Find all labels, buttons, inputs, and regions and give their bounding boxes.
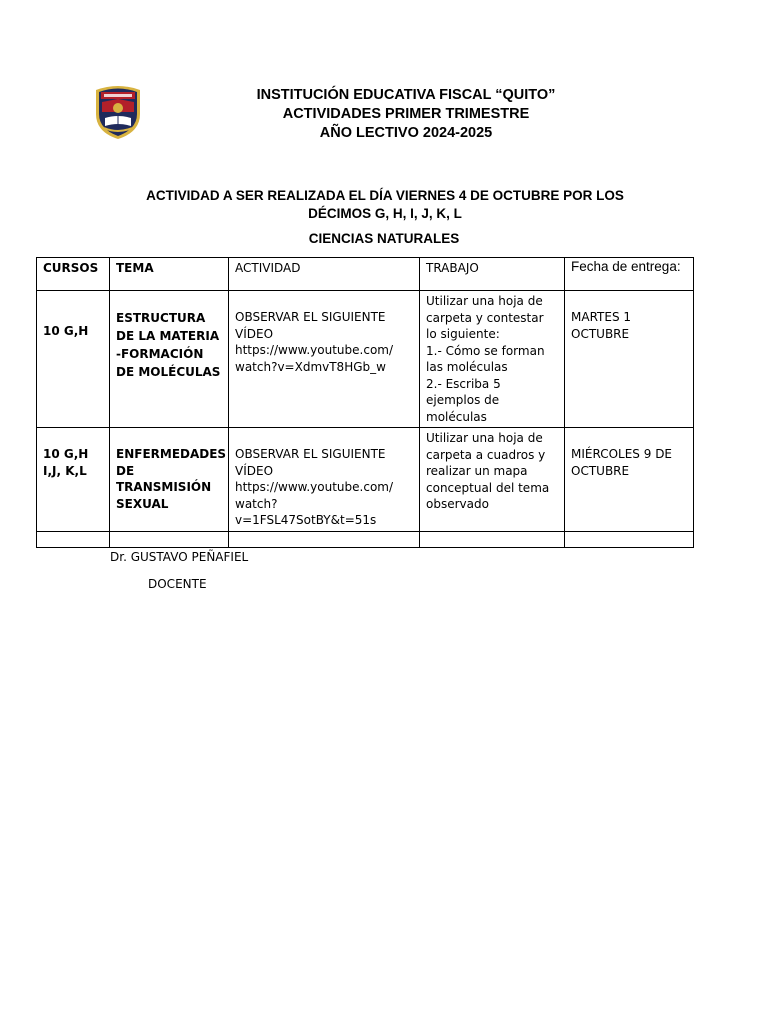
activity-description	[120, 187, 650, 223]
row2-tema: ENFERMEDADES DE TRANSMISIÓN SEXUAL	[110, 428, 229, 532]
activity-description-line2: DÉCIMOS G, H, I, J, K, L	[308, 206, 462, 221]
empty-cell	[229, 531, 420, 547]
table-empty-row	[37, 531, 694, 547]
row1-actividad-line1: OBSERVAR EL SIGUIENTE VÍDEO	[235, 310, 386, 341]
table-row	[37, 428, 694, 532]
subject-title: CIENCIAS NATURALES	[308, 231, 460, 246]
document-header	[150, 86, 662, 143]
teacher-name: Dr. GUSTAVO PEÑAFIEL	[110, 550, 249, 564]
row1-actividad	[229, 291, 420, 428]
institution-name: INSTITUCIÓN EDUCATIVA FISCAL “QUITO”	[256, 87, 556, 103]
school-year: AÑO LECTIVO 2024-2025	[319, 125, 493, 141]
row1-trabajo-line2: 1.- Cómo se forman las moléculas	[426, 343, 545, 374]
row2-curso: 10 G,H I,J, K,L	[37, 428, 110, 532]
empty-cell	[110, 531, 229, 547]
table-header-row	[37, 258, 694, 291]
header-trabajo: TRABAJO	[420, 258, 565, 291]
row2-actividad	[229, 428, 420, 532]
row1-tema	[110, 291, 229, 428]
empty-cell	[37, 531, 110, 547]
row2-trabajo: Utilizar una hoja de carpeta a cuadros y realizar un mapa conceptual del tema observado	[420, 428, 565, 532]
row1-tema-line2: -FORMACIÓN DE MOLÉCULAS	[116, 347, 221, 379]
row1-video-link-continued[interactable]: watch?v=XdmvT8HGb_w	[235, 359, 386, 374]
teacher-role: DOCENTE	[148, 577, 207, 591]
empty-cell	[565, 531, 694, 547]
activity-description-line1: ACTIVIDAD A SER REALIZADA EL DÍA VIERNES 4 DE OCTUBRE POR LOS	[146, 188, 624, 203]
header-actividad: ACTIVIDAD	[229, 258, 420, 291]
activities-title: ACTIVIDADES PRIMER TRIMESTRE	[282, 106, 530, 122]
row2-fecha: MIÉRCOLES 9 DE OCTUBRE	[565, 428, 694, 532]
activities-table	[36, 257, 694, 548]
row1-tema-line1: ESTRUCTURA DE LA MATERIA	[116, 311, 220, 343]
row1-trabajo	[420, 291, 565, 428]
row2-actividad-line1: OBSERVAR EL SIGUIENTE VÍDEO	[235, 447, 386, 478]
row1-video-link[interactable]: https://www.youtube.com/	[235, 343, 394, 357]
row2-video-link[interactable]: https://www.youtube.com/	[235, 480, 394, 494]
row1-trabajo-line1: Utilizar una hoja de carpeta y contestar lo siguiente:	[426, 294, 544, 341]
school-crest-icon	[92, 84, 144, 140]
table-row	[37, 291, 694, 428]
empty-cell	[420, 531, 565, 547]
row1-curso: 10 G,H	[37, 291, 110, 428]
header-cursos: CURSOS	[37, 258, 110, 291]
header-fecha: Fecha de entrega:	[565, 258, 694, 291]
row1-fecha: MARTES 1 OCTUBRE	[565, 291, 694, 428]
header-tema: TEMA	[110, 258, 229, 291]
row1-trabajo-line3: 2.- Escriba 5 ejemplos de moléculas	[426, 376, 501, 424]
row2-video-link-continued[interactable]: watch?v=1FSL47SotBY&t=51s	[235, 496, 377, 527]
